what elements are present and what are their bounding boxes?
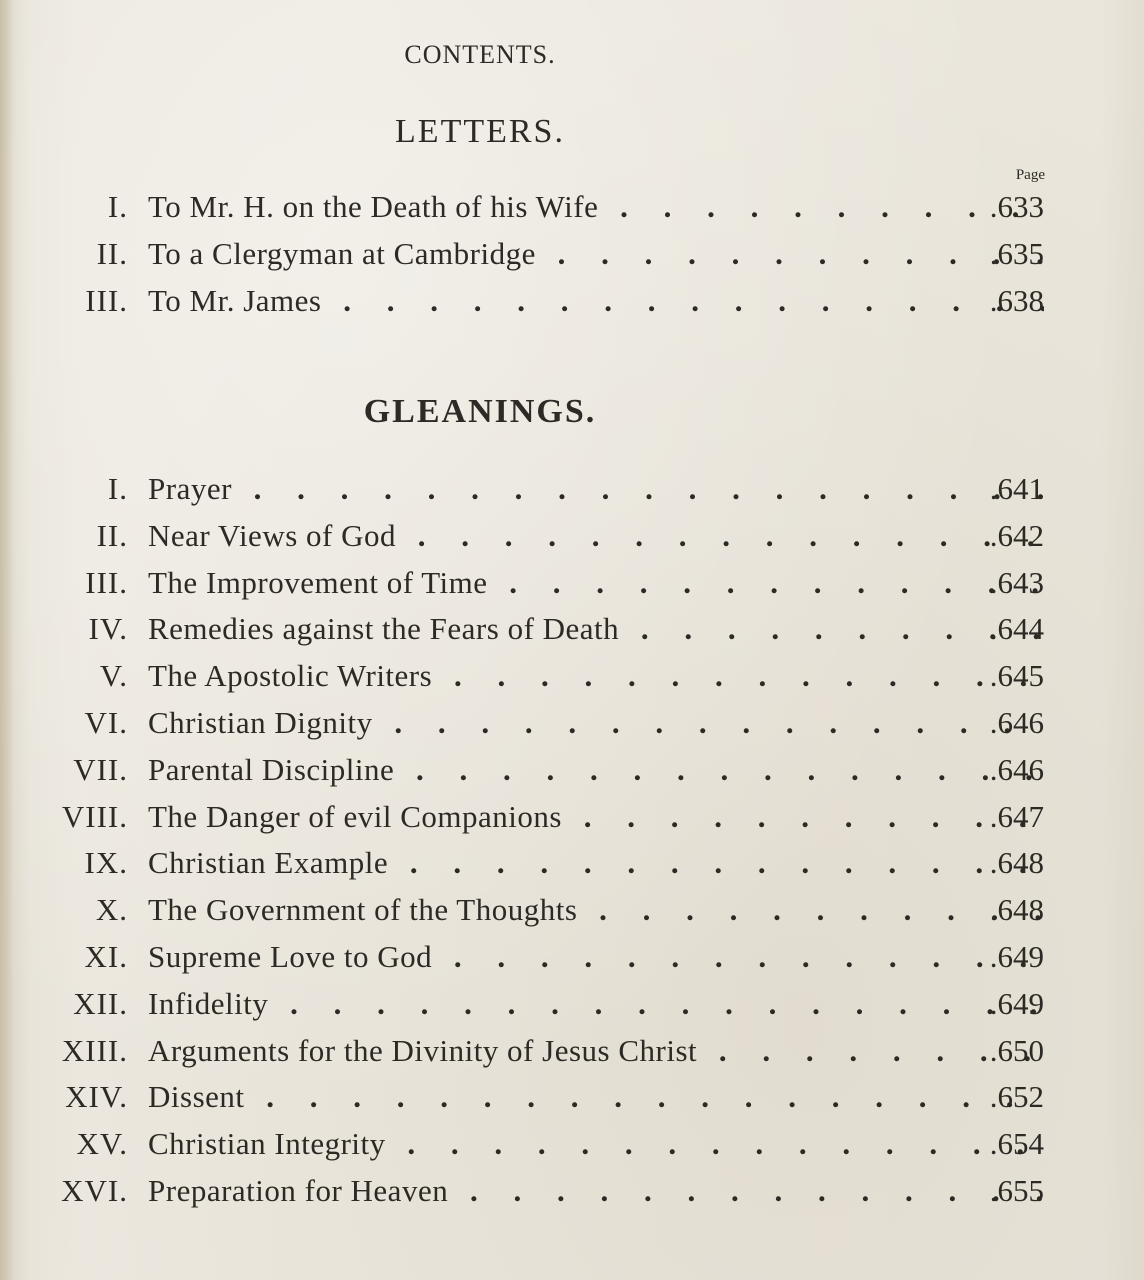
entry-title: Supreme Love to God . . . bbox=[148, 934, 1044, 980]
entry-title: Christian Integrity . . . bbox=[148, 1121, 1044, 1167]
toc-entry bbox=[0, 278, 1144, 324]
entry-number: VIII. bbox=[61, 798, 128, 834]
entry-number: V. bbox=[99, 658, 128, 694]
entry-number: XV. bbox=[76, 1126, 128, 1162]
entry-number: X. bbox=[95, 892, 128, 928]
toc-entry bbox=[0, 1168, 1144, 1214]
entry-title: Infidelity . . . bbox=[148, 981, 1044, 1027]
toc-entry bbox=[0, 1121, 1144, 1167]
entry-page-number: .654 bbox=[989, 1126, 1044, 1162]
entry-number: III. bbox=[85, 564, 128, 600]
entry-number: VII. bbox=[73, 751, 128, 787]
entry-number: III. bbox=[85, 283, 128, 318]
entry-page-number: .646 bbox=[989, 751, 1044, 787]
toc-entry bbox=[0, 560, 1144, 606]
entry-number: VI. bbox=[84, 705, 128, 740]
entry-page-number: .633 bbox=[989, 189, 1044, 224]
entry-number: IX. bbox=[84, 845, 128, 881]
toc-entry bbox=[0, 1074, 1144, 1120]
entry-title: To a Clergyman at Cambridge . . . bbox=[148, 231, 1044, 277]
entry-number: XIII. bbox=[61, 1032, 128, 1068]
entry-page-number: .652 bbox=[989, 1079, 1044, 1115]
toc-entry bbox=[0, 606, 1144, 652]
entry-number: II. bbox=[96, 236, 128, 271]
entry-title: Preparation for Heaven . . . bbox=[148, 1168, 1044, 1214]
entry-page-number: .655 bbox=[989, 1173, 1044, 1208]
toc-entry bbox=[0, 1028, 1144, 1074]
toc-entry bbox=[0, 231, 1144, 277]
toc-entry bbox=[0, 700, 1144, 746]
entry-page-number: .647 bbox=[989, 798, 1044, 834]
toc-entry bbox=[0, 184, 1144, 230]
entry-number: I. bbox=[107, 189, 128, 224]
entry-page-number: .649 bbox=[989, 985, 1044, 1021]
entry-title: Christian Example . . . bbox=[148, 840, 1044, 886]
entry-page-number: .648 bbox=[989, 845, 1044, 881]
entry-page-number: .649 bbox=[989, 939, 1044, 974]
entry-number: XII. bbox=[73, 985, 128, 1021]
entry-title: The Danger of evil Companions . . . bbox=[148, 794, 1044, 840]
entry-title: To Mr. H. on the Death of his Wife . . . bbox=[148, 184, 1044, 230]
toc-entry bbox=[0, 981, 1144, 1027]
running-head: CONTENTS. bbox=[404, 40, 556, 69]
entry-page-number: .641 bbox=[989, 471, 1044, 506]
entry-title: Prayer . . . bbox=[148, 466, 1044, 512]
toc-entry bbox=[0, 794, 1144, 840]
entry-title: Christian Dignity . . . bbox=[148, 700, 1044, 746]
entry-number: XVI. bbox=[61, 1173, 128, 1208]
entry-page-number: .646 bbox=[989, 705, 1044, 740]
gleanings-section-title: GLEANINGS. bbox=[363, 393, 597, 430]
entry-title: Dissent . . . bbox=[148, 1074, 1044, 1120]
letters-section-title: LETTERS. bbox=[395, 113, 565, 150]
page-column-label: Page bbox=[1015, 167, 1045, 183]
entry-page-number: .635 bbox=[989, 236, 1044, 271]
toc-entry bbox=[0, 747, 1144, 793]
toc-entry bbox=[0, 513, 1144, 559]
entry-number: I. bbox=[107, 471, 128, 506]
entry-number: XI. bbox=[84, 939, 128, 974]
entry-page-number: .638 bbox=[989, 283, 1044, 318]
toc-entry bbox=[0, 887, 1144, 933]
entry-page-number: .644 bbox=[989, 611, 1044, 647]
entry-title: To Mr. James . . . bbox=[148, 278, 1044, 324]
entry-title: Remedies against the Fears of Death . . . bbox=[148, 606, 1044, 652]
entry-page-number: .642 bbox=[989, 517, 1044, 553]
entry-page-number: .648 bbox=[989, 892, 1044, 928]
toc-entry bbox=[0, 840, 1144, 886]
entry-number: IV. bbox=[88, 611, 128, 647]
entry-page-number: .643 bbox=[989, 564, 1044, 600]
toc-entry bbox=[0, 466, 1144, 512]
entry-title: Arguments for the Divinity of Jesus Christ . . . bbox=[148, 1028, 1044, 1074]
entry-title: Near Views of God . . . bbox=[148, 513, 1044, 559]
toc-entry bbox=[0, 653, 1144, 699]
entry-title: The Apostolic Writers . . . bbox=[148, 653, 1044, 699]
entry-title: The Improvement of Time . . . bbox=[148, 560, 1044, 606]
entry-title: Parental Discipline . . . bbox=[148, 747, 1044, 793]
toc-entry bbox=[0, 934, 1144, 980]
entry-page-number: .645 bbox=[989, 658, 1044, 694]
entry-number: II. bbox=[96, 517, 128, 553]
entry-title: The Government of the Thoughts . . . bbox=[148, 887, 1044, 933]
entry-number: XIV. bbox=[65, 1079, 128, 1115]
entry-page-number: .650 bbox=[989, 1032, 1044, 1068]
